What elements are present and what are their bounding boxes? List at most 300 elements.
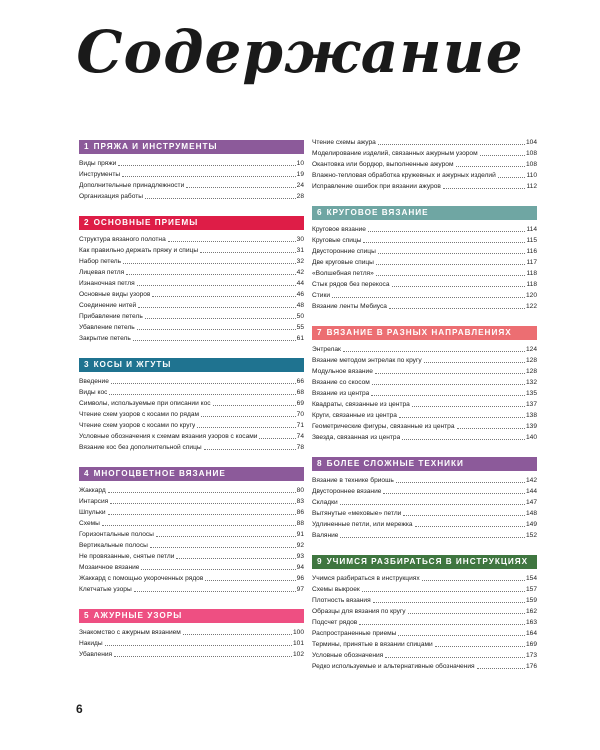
toc-entry[interactable] xyxy=(79,551,304,562)
entry-title: Чтение схем узоров с косами по кругу xyxy=(79,422,196,429)
toc-entry[interactable] xyxy=(312,181,537,192)
dot-leader xyxy=(213,405,296,406)
dot-leader xyxy=(424,362,525,363)
toc-entry[interactable] xyxy=(312,170,537,181)
dot-leader xyxy=(376,275,526,276)
entry-title: Изнаночная петля xyxy=(79,280,135,287)
toc-entry[interactable] xyxy=(312,639,537,650)
dot-leader xyxy=(109,394,295,395)
entry-title: Вязание ленты Мебиуса xyxy=(312,303,387,310)
page-title: Содержание xyxy=(76,18,524,86)
section-number: 5 xyxy=(84,611,90,620)
toc-entry[interactable] xyxy=(79,311,304,322)
entry-title: Две круговые спицы xyxy=(312,259,374,266)
entry-page: 169 xyxy=(525,641,537,648)
entry-title: Не провязанные, снятые петли xyxy=(79,553,175,560)
entry-title: Соединение нитей xyxy=(79,302,137,309)
entry-title: Учимся разбираться в инструкциях xyxy=(312,575,420,582)
toc-entry[interactable] xyxy=(312,344,537,355)
section-header xyxy=(79,216,304,230)
entry-page: 83 xyxy=(296,498,304,505)
toc-entry[interactable] xyxy=(312,650,537,661)
dot-leader xyxy=(456,166,525,167)
toc-entry[interactable] xyxy=(312,595,537,606)
toc-section xyxy=(312,206,537,312)
entry-page: 108 xyxy=(525,150,537,157)
entry-title: Вертикальные полосы xyxy=(79,542,148,549)
entry-title: Вязание кос без дополнительной спицы xyxy=(79,444,202,451)
entry-page: 101 xyxy=(292,640,304,647)
entry-page: 148 xyxy=(525,510,537,517)
entry-page: 137 xyxy=(525,401,537,408)
entry-page: 88 xyxy=(296,520,304,527)
toc-entry[interactable] xyxy=(312,279,537,290)
dot-leader xyxy=(108,514,296,515)
entry-title: Окантовка или бордюр, выполненные ажуром xyxy=(312,161,454,168)
entry-title: Набор петель xyxy=(79,258,122,265)
dot-leader xyxy=(118,165,295,166)
entry-title: Стык рядов без перекоса xyxy=(312,281,390,288)
section-header xyxy=(79,609,304,623)
entry-page: 108 xyxy=(525,161,537,168)
toc-section xyxy=(312,457,537,541)
entry-page: 31 xyxy=(296,247,304,254)
dot-leader xyxy=(102,525,296,526)
entry-title: Вязание методом энтрелак по кругу xyxy=(312,357,422,364)
entry-title: «Волшебная петля» xyxy=(312,270,374,277)
entry-page: 19 xyxy=(296,171,304,178)
toc-entry[interactable] xyxy=(79,627,304,638)
entry-title: Структура вязаного полотна xyxy=(79,236,166,243)
dot-leader xyxy=(371,395,525,396)
dot-leader xyxy=(368,231,526,232)
toc-entry[interactable] xyxy=(79,169,304,180)
toc-entry[interactable] xyxy=(79,573,304,584)
entry-page: 117 xyxy=(526,259,537,266)
entry-title: Инструменты xyxy=(79,171,121,178)
entry-page: 163 xyxy=(525,619,537,626)
entry-page: 128 xyxy=(525,357,537,364)
entry-page: 110 xyxy=(526,172,537,179)
toc-entry[interactable] xyxy=(79,289,304,300)
dot-leader xyxy=(498,177,526,178)
entry-title: Жаккард xyxy=(79,487,106,494)
entry-title: Основные виды узоров xyxy=(79,291,151,298)
dot-leader xyxy=(340,504,525,505)
section-title: ПРЯЖА И ИНСТРУМЕНТЫ xyxy=(93,142,218,151)
section-title: БОЛЕЕ СЛОЖНЫЕ ТЕХНИКИ xyxy=(326,459,464,468)
entry-page: 100 xyxy=(292,629,304,636)
toc-section xyxy=(79,358,304,453)
entry-title: Шпульки xyxy=(79,509,106,516)
entry-page: 142 xyxy=(525,477,537,484)
section-title: КОСЫ И ЖГУТЫ xyxy=(93,360,172,369)
dot-leader xyxy=(138,307,295,308)
entry-page: 102 xyxy=(292,651,304,658)
entry-title: Вязание со скосом xyxy=(312,379,370,386)
toc-column-left xyxy=(79,140,304,674)
toc-entry[interactable] xyxy=(312,366,537,377)
section-number: 1 xyxy=(84,142,90,151)
toc-entry[interactable] xyxy=(79,540,304,551)
entry-page: 70 xyxy=(296,411,304,418)
toc-entry[interactable] xyxy=(312,519,537,530)
dot-leader xyxy=(378,253,526,254)
toc-entry[interactable] xyxy=(312,159,537,170)
entry-title: Квадраты, связанные из центра xyxy=(312,401,410,408)
entry-page: 93 xyxy=(296,553,304,560)
section-number: 7 xyxy=(317,328,323,337)
toc-entry[interactable] xyxy=(79,256,304,267)
entry-title: Складки xyxy=(312,499,338,506)
dot-leader xyxy=(204,449,296,450)
entry-page: 118 xyxy=(526,270,537,277)
toc-entry[interactable] xyxy=(312,410,537,421)
entry-title: Условные обозначения xyxy=(312,652,384,659)
entry-page: 74 xyxy=(296,433,304,440)
toc-entry[interactable] xyxy=(312,475,537,486)
toc-entry[interactable] xyxy=(79,267,304,278)
toc-entry[interactable] xyxy=(312,137,537,148)
section-number: 3 xyxy=(84,360,90,369)
entry-title: Клетчатые узоры xyxy=(79,586,132,593)
dot-leader xyxy=(122,176,296,177)
toc-entry[interactable] xyxy=(312,628,537,639)
dot-leader xyxy=(197,427,295,428)
dot-leader xyxy=(150,547,296,548)
dot-leader xyxy=(183,634,292,635)
entry-title: Вытянутые «меховые» петли xyxy=(312,510,402,517)
entry-title: Условные обозначения к схемам вязания узоров с косами xyxy=(79,433,258,440)
toc-entry[interactable] xyxy=(79,485,304,496)
toc-entry[interactable] xyxy=(79,562,304,573)
toc-entry[interactable] xyxy=(79,496,304,507)
entry-page: 104 xyxy=(525,139,537,146)
entry-title: Как правильно держать пряжу и спицы xyxy=(79,247,199,254)
dot-leader xyxy=(123,263,296,264)
section-header xyxy=(79,358,304,372)
toc-entry[interactable] xyxy=(79,518,304,529)
entry-page: 122 xyxy=(525,303,537,310)
entry-title: Круговые спицы xyxy=(312,237,362,244)
entry-title: Распространенные приемы xyxy=(312,630,397,637)
entry-page: 128 xyxy=(525,368,537,375)
toc-entry[interactable] xyxy=(312,661,537,672)
toc-entry[interactable] xyxy=(312,377,537,388)
section-title: ВЯЗАНИЕ В РАЗНЫХ НАПРАВЛЕНИЯХ xyxy=(326,328,512,337)
dot-leader xyxy=(480,155,525,156)
dot-leader xyxy=(415,526,525,527)
dot-leader xyxy=(399,417,525,418)
toc-entry[interactable] xyxy=(79,300,304,311)
section-title: УЧИМСЯ РАЗБИРАТЬСЯ В ИНСТРУКЦИЯХ xyxy=(326,557,529,566)
entry-title: Закрытие петель xyxy=(79,335,131,342)
entry-page: 69 xyxy=(296,400,304,407)
dot-leader xyxy=(375,373,525,374)
toc-entry[interactable] xyxy=(312,257,537,268)
dot-leader xyxy=(340,537,525,538)
dot-leader xyxy=(383,493,525,494)
entry-page: 116 xyxy=(526,248,537,255)
entry-page: 124 xyxy=(525,346,537,353)
dot-leader xyxy=(201,416,296,417)
toc-entry[interactable] xyxy=(312,421,537,432)
toc-entry[interactable] xyxy=(312,301,537,312)
entry-title: Подсчет рядов xyxy=(312,619,358,626)
toc-entry[interactable] xyxy=(79,191,304,202)
dot-leader xyxy=(145,318,296,319)
entry-page: 152 xyxy=(525,532,537,539)
entry-title: Лицевая петля xyxy=(79,269,125,276)
toc-section xyxy=(79,216,304,344)
entry-title: Интарсия xyxy=(79,498,109,505)
entry-title: Круговое вязание xyxy=(312,226,366,233)
dot-leader xyxy=(422,580,525,581)
entry-page: 157 xyxy=(525,586,537,593)
toc-entry[interactable] xyxy=(79,649,304,660)
entry-title: Стики xyxy=(312,292,331,299)
dot-leader xyxy=(385,657,525,658)
section-title: КРУГОВОЕ ВЯЗАНИЕ xyxy=(326,208,429,217)
entry-title: Убавление петель xyxy=(79,324,135,331)
entry-title: Геометрические фигуры, связанные из центра xyxy=(312,423,455,430)
toc-entry[interactable] xyxy=(312,486,537,497)
entry-page: 118 xyxy=(526,281,537,288)
dot-leader xyxy=(259,438,295,439)
toc-entry[interactable] xyxy=(79,442,304,453)
dot-leader xyxy=(141,569,295,570)
entry-page: 147 xyxy=(525,499,537,506)
entry-title: Редко используемые и альтернативные обозначения xyxy=(312,663,475,670)
toc-entry[interactable] xyxy=(79,387,304,398)
dot-leader xyxy=(392,286,526,287)
toc-entry[interactable] xyxy=(312,235,537,246)
entry-page: 144 xyxy=(525,488,537,495)
page-number: 6 xyxy=(76,702,83,716)
entry-page: 10 xyxy=(296,160,304,167)
entry-page: 71 xyxy=(296,422,304,429)
toc-column-right xyxy=(312,137,537,686)
entry-page: 68 xyxy=(296,389,304,396)
dot-leader xyxy=(402,439,525,440)
entry-page: 173 xyxy=(525,652,537,659)
entry-page: 97 xyxy=(296,586,304,593)
section-header xyxy=(312,457,537,471)
dot-leader xyxy=(359,624,525,625)
entry-title: Дополнительные принадлежности xyxy=(79,182,185,189)
entry-title: Удлиненные петли, или мережка xyxy=(312,521,413,528)
entry-title: Чтение схемы ажура xyxy=(312,139,376,146)
entry-page: 96 xyxy=(296,575,304,582)
dot-leader xyxy=(412,406,525,407)
entry-page: 55 xyxy=(296,324,304,331)
entry-page: 159 xyxy=(525,597,537,604)
dot-leader xyxy=(152,296,295,297)
dot-leader xyxy=(134,591,296,592)
entry-title: Чтение схем узоров с косами по рядам xyxy=(79,411,200,418)
section-title: ОСНОВНЫЕ ПРИЕМЫ xyxy=(93,218,199,227)
section-number: 9 xyxy=(317,557,323,566)
toc-entry[interactable] xyxy=(312,584,537,595)
entry-title: Круги, связанные из центра xyxy=(312,412,397,419)
toc-entry[interactable] xyxy=(79,529,304,540)
entry-title: Жаккард с помощью укороченных рядов xyxy=(79,575,204,582)
toc-entry[interactable] xyxy=(312,617,537,628)
dot-leader xyxy=(156,536,296,537)
entry-title: Убавления xyxy=(79,651,113,658)
dot-leader xyxy=(111,383,296,384)
toc-entry[interactable] xyxy=(79,333,304,344)
entry-page: 132 xyxy=(525,379,537,386)
entry-page: 80 xyxy=(296,487,304,494)
entry-page: 30 xyxy=(296,236,304,243)
entry-page: 94 xyxy=(296,564,304,571)
dot-leader xyxy=(168,241,296,242)
toc-entry[interactable] xyxy=(312,606,537,617)
entry-title: Организация работы xyxy=(79,193,143,200)
entry-title: Двусторонние спицы xyxy=(312,248,376,255)
entry-title: Накиды xyxy=(79,640,103,647)
toc-entry[interactable] xyxy=(79,158,304,169)
entry-page: 139 xyxy=(525,423,537,430)
entry-page: 61 xyxy=(296,335,304,342)
toc-entry[interactable] xyxy=(79,278,304,289)
entry-title: Термины, принятые в вязании спицами xyxy=(312,641,433,648)
toc-entry[interactable] xyxy=(312,399,537,410)
dot-leader xyxy=(378,144,525,145)
entry-title: Виды кос xyxy=(79,389,108,396)
entry-page: 50 xyxy=(296,313,304,320)
toc-entry[interactable] xyxy=(312,573,537,584)
entry-title: Влажно-тепловая обработка кружевных и ажурных изделий xyxy=(312,172,496,179)
toc-entry[interactable] xyxy=(79,398,304,409)
dot-leader xyxy=(200,252,296,253)
entry-page: 138 xyxy=(525,412,537,419)
toc-section xyxy=(79,140,304,202)
dot-leader xyxy=(105,645,292,646)
toc-entry[interactable] xyxy=(312,432,537,443)
entry-page: 92 xyxy=(296,542,304,549)
toc-entry[interactable] xyxy=(312,388,537,399)
dot-leader xyxy=(362,591,525,592)
toc-entry[interactable] xyxy=(79,584,304,595)
entry-title: Схемы xyxy=(79,520,100,527)
entry-page: 66 xyxy=(296,378,304,385)
entry-title: Прибавление петель xyxy=(79,313,143,320)
dot-leader xyxy=(137,329,296,330)
entry-title: Двустороннее вязание xyxy=(312,488,382,495)
entry-title: Исправление ошибок при вязании ажуров xyxy=(312,183,441,190)
toc-entry[interactable] xyxy=(79,638,304,649)
toc-entry[interactable] xyxy=(79,180,304,191)
toc-entry[interactable] xyxy=(79,245,304,256)
section-title: МНОГОЦВЕТНОЕ ВЯЗАНИЕ xyxy=(93,469,226,478)
dot-leader xyxy=(114,656,292,657)
section-header xyxy=(312,326,537,340)
entry-page: 164 xyxy=(525,630,537,637)
toc-entry[interactable] xyxy=(312,355,537,366)
entry-page: 46 xyxy=(296,291,304,298)
toc-entry[interactable] xyxy=(312,246,537,257)
section-title: АЖУРНЫЕ УЗОРЫ xyxy=(93,611,183,620)
toc-entry[interactable] xyxy=(79,234,304,245)
entry-title: Плотность вязания xyxy=(312,597,371,604)
dot-leader xyxy=(205,580,295,581)
section-number: 8 xyxy=(317,459,323,468)
dot-leader xyxy=(376,264,526,265)
entry-title: Валяние xyxy=(312,532,339,539)
entry-page: 112 xyxy=(526,183,537,190)
entry-title: Схемы выкроек xyxy=(312,586,360,593)
dot-leader xyxy=(477,668,525,669)
toc-entry[interactable] xyxy=(79,322,304,333)
toc-entry[interactable] xyxy=(79,431,304,442)
dot-leader xyxy=(408,613,525,614)
section-number: 6 xyxy=(317,208,323,217)
toc-entry[interactable] xyxy=(312,508,537,519)
entry-title: Вязание в технике бриошь xyxy=(312,477,394,484)
dot-leader xyxy=(133,340,296,341)
dot-leader xyxy=(443,188,526,189)
entry-title: Вязание из центра xyxy=(312,390,370,397)
entry-title: Символы, используемые при описании кос xyxy=(79,400,211,407)
dot-leader xyxy=(332,297,525,298)
dot-leader xyxy=(435,646,525,647)
dot-leader xyxy=(186,187,295,188)
entry-title: Введение xyxy=(79,378,109,385)
section-header xyxy=(79,140,304,154)
toc-entry[interactable] xyxy=(312,530,537,541)
entry-page: 28 xyxy=(296,193,304,200)
dot-leader xyxy=(108,492,296,493)
entry-title: Звезда, связанная из центра xyxy=(312,434,401,441)
toc-entry[interactable] xyxy=(312,148,537,159)
toc-entry[interactable] xyxy=(79,376,304,387)
entry-page: 154 xyxy=(525,575,537,582)
dot-leader xyxy=(457,428,525,429)
toc-entry[interactable] xyxy=(312,497,537,508)
entry-page: 114 xyxy=(526,226,537,233)
toc-entry[interactable] xyxy=(79,409,304,420)
dot-leader xyxy=(176,558,295,559)
toc-entry[interactable] xyxy=(79,507,304,518)
toc-entry[interactable] xyxy=(312,290,537,301)
entry-title: Энтрелак xyxy=(312,346,341,353)
dot-leader xyxy=(137,285,296,286)
dot-leader xyxy=(373,602,525,603)
section-number: 2 xyxy=(84,218,90,227)
entry-page: 176 xyxy=(525,663,537,670)
entry-title: Модульное вязание xyxy=(312,368,373,375)
dot-leader xyxy=(343,351,525,352)
entry-page: 24 xyxy=(296,182,304,189)
entry-title: Виды пряжи xyxy=(79,160,117,167)
entry-page: 42 xyxy=(296,269,304,276)
entry-page: 86 xyxy=(296,509,304,516)
entry-page: 48 xyxy=(296,302,304,309)
dot-leader xyxy=(110,503,295,504)
entry-title: Знакомство с ажурным вязанием xyxy=(79,629,181,636)
toc-section xyxy=(312,326,537,443)
toc-entry[interactable] xyxy=(79,420,304,431)
entry-title: Моделирование изделий, связанных ажурным узором xyxy=(312,150,478,157)
toc-entry[interactable] xyxy=(312,224,537,235)
entry-page: 120 xyxy=(525,292,537,299)
section-number: 4 xyxy=(84,469,90,478)
entry-title: Мозаичное вязание xyxy=(79,564,140,571)
toc-entry[interactable] xyxy=(312,268,537,279)
entry-page: 149 xyxy=(525,521,537,528)
